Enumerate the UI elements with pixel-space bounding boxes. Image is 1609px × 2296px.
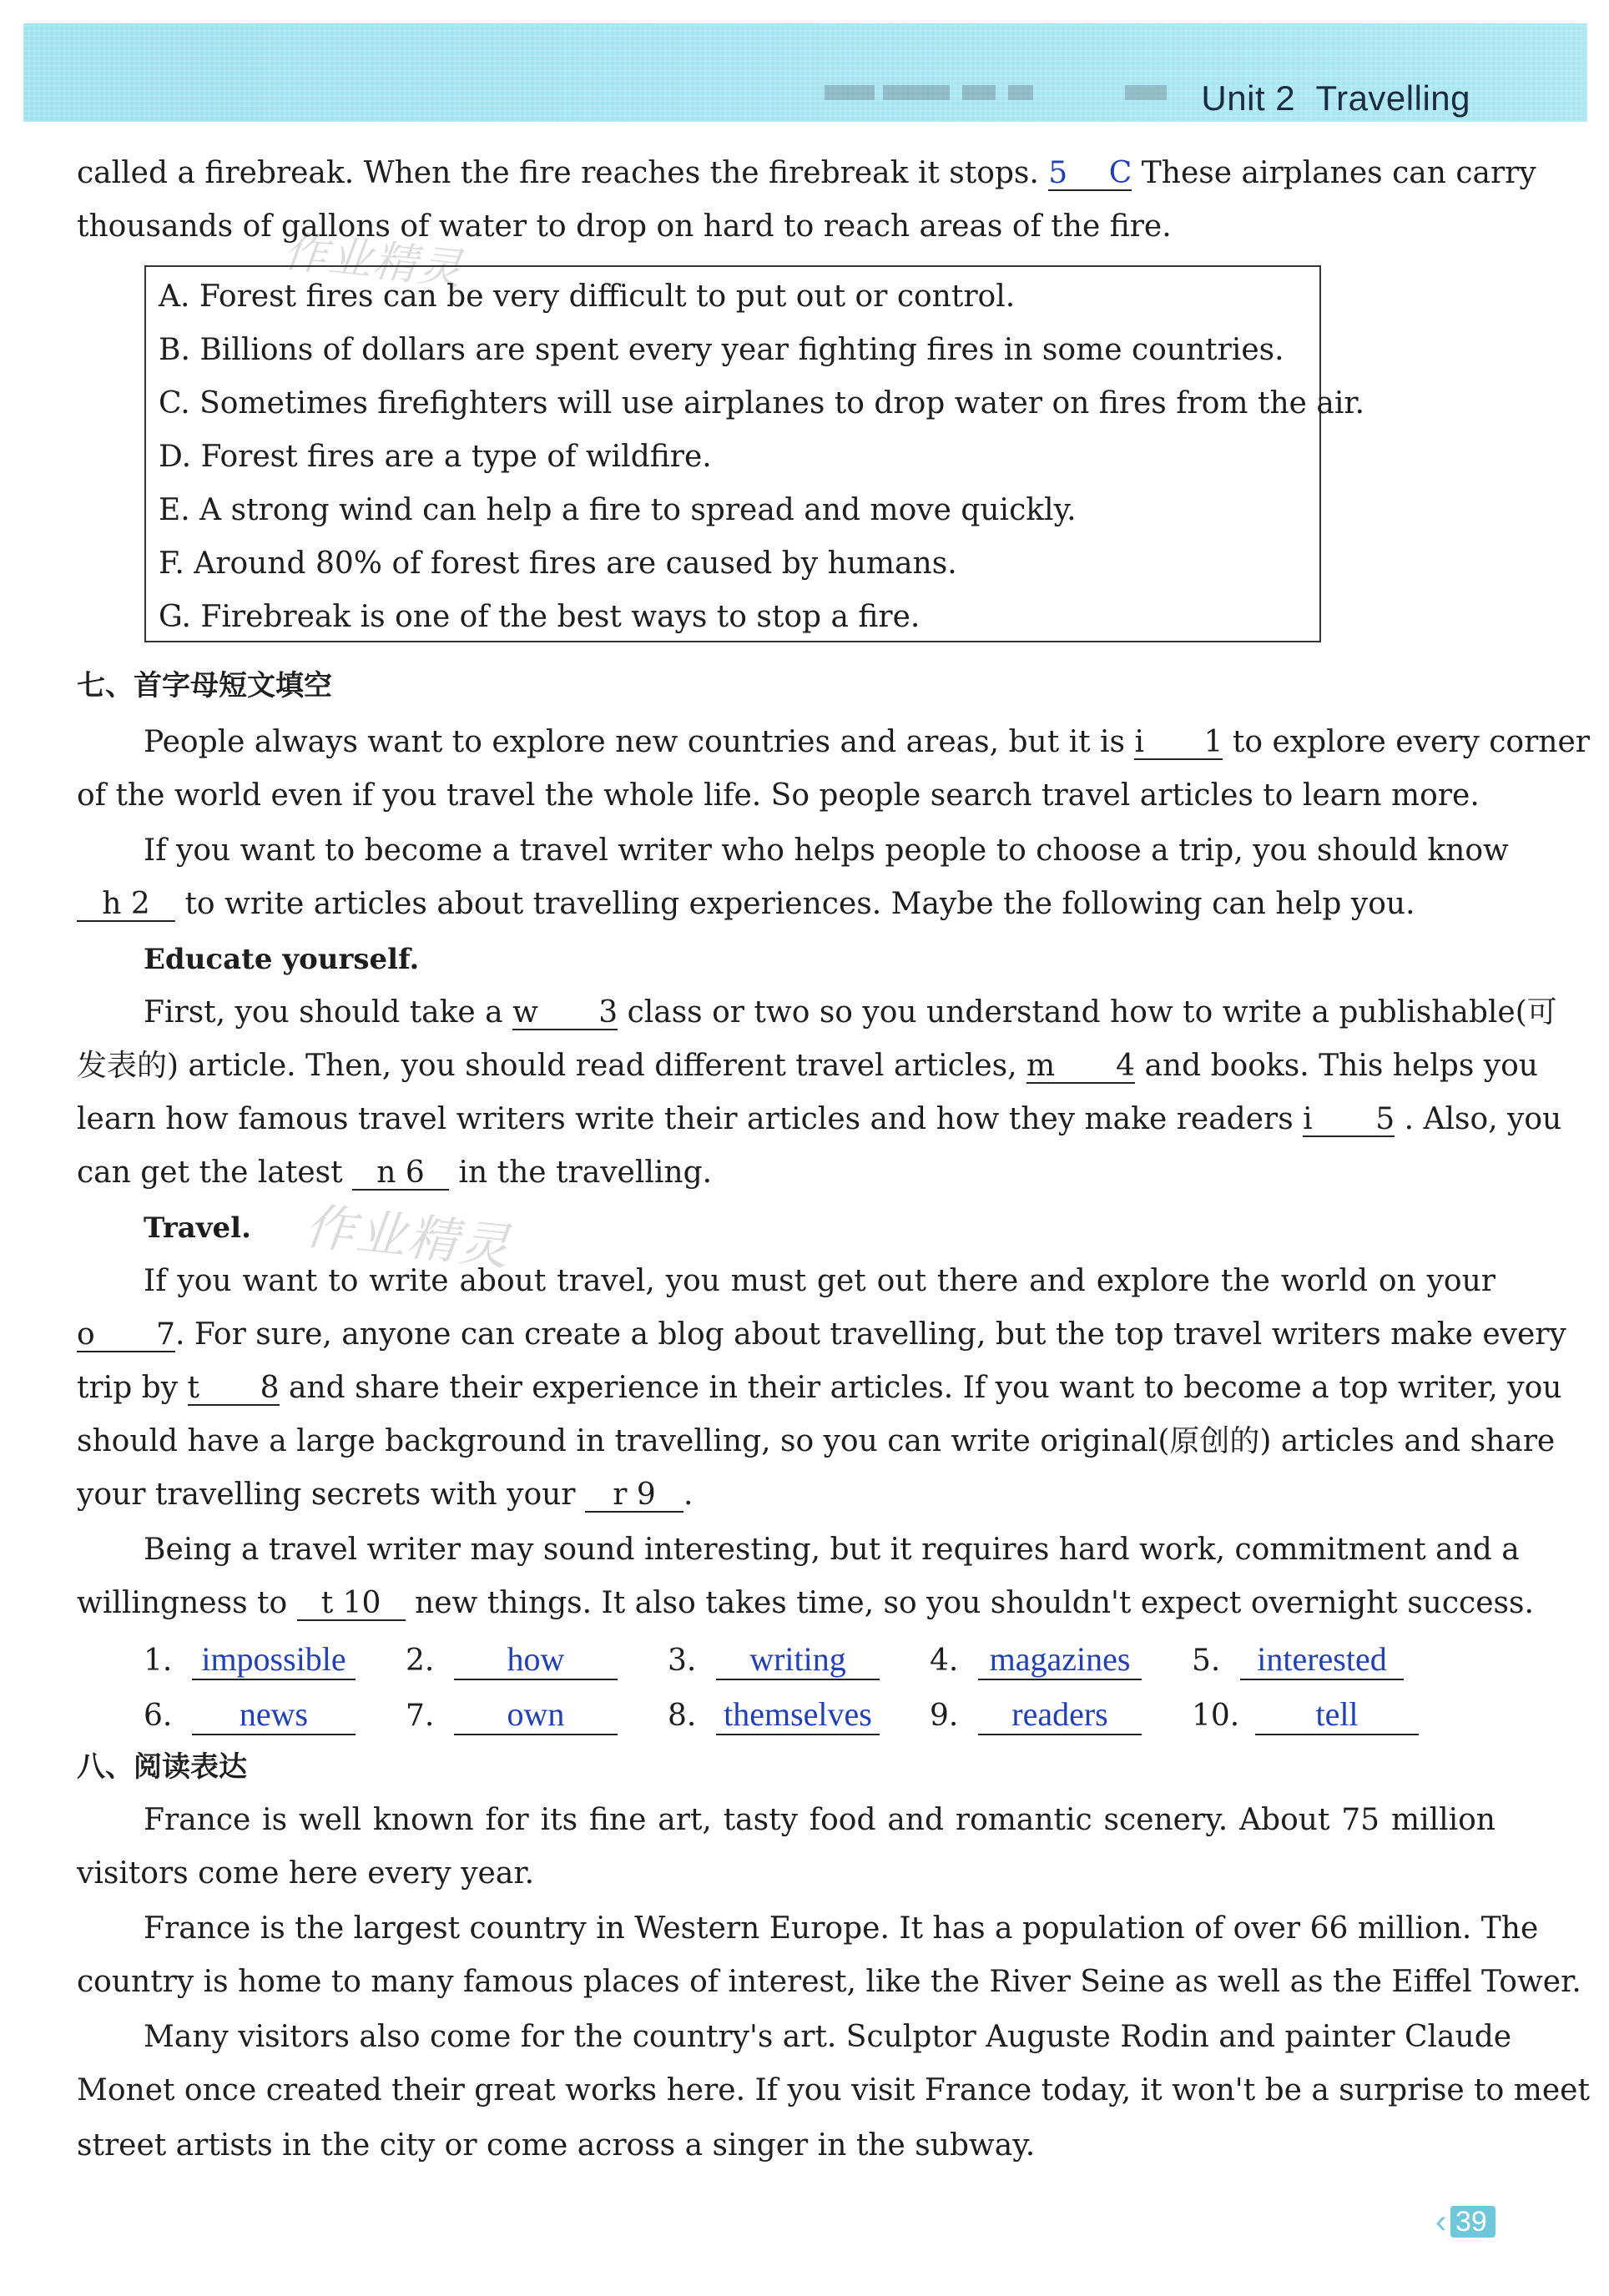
- option-c: C. Sometimes firefighters will use airplanes to drop water on fires from the air.: [159, 386, 1365, 420]
- s7-p1-line2: of the world even if you travel the whole life. So people search travel articles to learn more.: [77, 778, 1480, 813]
- s7-p1-line1: People always want to explore new countries and areas, but it is i 1 to explore every corner: [144, 725, 1590, 759]
- answer-blank-5: 5 C: [1048, 156, 1132, 190]
- option-d: D. Forest fires are a type of wildfire.: [159, 440, 712, 474]
- answer-4: 4. magazines: [930, 1640, 1142, 1680]
- s7-p3-line3: learn how famous travel writers write their articles and how they make readers i 5 . Also, you: [77, 1102, 1562, 1136]
- s7-p5-line1: Being a travel writer may sound interesting, but it requires hard work, commitment and a: [144, 1533, 1520, 1567]
- subheading-educate: Educate yourself.: [144, 943, 420, 976]
- s8-p2-line1: France is the largest country in Western Europe. It has a population of over 66 million. The: [144, 1911, 1539, 1946]
- answer-8: 8. themselves: [668, 1695, 880, 1735]
- s8-p3-line1: Many visitors also come for the country's art. Sculptor Auguste Rodin and painter Claude: [144, 2020, 1512, 2054]
- subheading-travel: Travel.: [144, 1211, 251, 1245]
- s8-p1-line1: France is well known for its fine art, tasty food and romantic scenery. About 75 million: [144, 1803, 1496, 1837]
- blank-7: o 7: [77, 1317, 175, 1352]
- chevron-left-icon: ‹: [1435, 2203, 1447, 2240]
- section-8-title: 八、阅读表达: [77, 1750, 247, 1784]
- page-number: ‹ 39: [1435, 2203, 1496, 2241]
- s7-p4-line1: If you want to write about travel, you must get out there and explore the world on your: [144, 1264, 1496, 1298]
- s7-p5-line2: willingness to t 10 new things. It also takes time, so you shouldn't expect overnight success.: [77, 1586, 1534, 1620]
- answer-5: 5. interested: [1192, 1640, 1404, 1680]
- s7-p4-line3: trip by t 8 and share their experience in their articles. If you want to become a top writer, you: [77, 1371, 1562, 1405]
- s7-p4-line5: your travelling secrets with your r 9 .: [77, 1478, 694, 1512]
- option-b: B. Billions of dollars are spent every year fighting fires in some countries.: [159, 333, 1284, 367]
- answer-7: 7. own: [406, 1695, 618, 1735]
- s8-p2-line2: country is home to many famous places of interest, like the River Seine as well as the Eiffel Tower.: [77, 1965, 1581, 1999]
- s8-p1-line2: visitors come here every year.: [77, 1856, 535, 1891]
- blank-10: t 10: [297, 1588, 406, 1621]
- blank-3: w 3: [512, 995, 618, 1030]
- answer-3: 3. writing: [668, 1640, 880, 1680]
- answer-2: 2. how: [406, 1640, 618, 1680]
- blank-4: m 4: [1026, 1049, 1135, 1083]
- watermark: 作业精灵: [301, 1197, 514, 1277]
- blank-8: t 8: [187, 1371, 280, 1405]
- s8-p3-line2: Monet once created their great works here. If you visit France today, it won't be a surprise to meet: [77, 2073, 1590, 2107]
- s7-p4-line4: should have a large background in travelling, so you can write original(原创的) articles and share: [77, 1424, 1556, 1458]
- blank-6: n 6: [352, 1157, 449, 1191]
- blank-1: i 1: [1134, 725, 1223, 759]
- blank-2: h 2: [77, 889, 175, 922]
- s7-p3-line2: 发表的) article. Then, you should read different travel articles, m 4 and books. This helps you: [77, 1049, 1538, 1083]
- unit-name: Travelling: [1315, 78, 1470, 118]
- section-7-title: 七、首字母短文填空: [77, 669, 332, 702]
- s7-p2-line1: If you want to become a travel writer who helps people to choose a trip, you should know: [144, 833, 1509, 868]
- page-header: [23, 23, 1587, 122]
- header-decoration: [825, 82, 1183, 103]
- answer-10: 10. tell: [1192, 1695, 1419, 1735]
- option-e: E. A strong wind can help a fire to spread and move quickly.: [159, 493, 1077, 527]
- s7-p2-line2: h 2 to write articles about travelling experiences. Maybe the following can help you.: [77, 886, 1496, 923]
- answer-6: 6. news: [144, 1695, 356, 1735]
- option-a: A. Forest fires can be very difficult to put out or control.: [159, 279, 1016, 314]
- option-g: G. Firebreak is one of the best ways to stop a fire.: [159, 600, 921, 634]
- s7-p4-line2: o 7. For sure, anyone can create a blog about travelling, but the top travel writers make every: [77, 1317, 1566, 1352]
- s8-p3-line3: street artists in the city or come across a singer in the subway.: [77, 2128, 1036, 2163]
- blank-9: r 9: [585, 1479, 683, 1513]
- blank-5: i 5: [1303, 1102, 1395, 1136]
- intro-line-2: thousands of gallons of water to drop on hard to reach areas of the fire.: [77, 209, 1172, 244]
- unit-title: [1201, 78, 1470, 118]
- s7-p3-line4: can get the latest n 6 in the travelling.: [77, 1156, 713, 1190]
- option-f: F. Around 80% of forest fires are caused by humans.: [159, 546, 957, 581]
- intro-line-1: called a firebreak. When the fire reaches the firebreak it stops. 5 C These airplanes can carry: [77, 156, 1536, 190]
- unit-number: Unit 2: [1201, 78, 1296, 118]
- answer-1: 1. impossible: [144, 1640, 356, 1680]
- watermark: 作业精灵: [280, 226, 466, 296]
- s7-p3-line1: First, you should take a w 3 class or two so you understand how to write a publishable(可: [144, 995, 1557, 1030]
- answer-9: 9. readers: [930, 1695, 1142, 1735]
